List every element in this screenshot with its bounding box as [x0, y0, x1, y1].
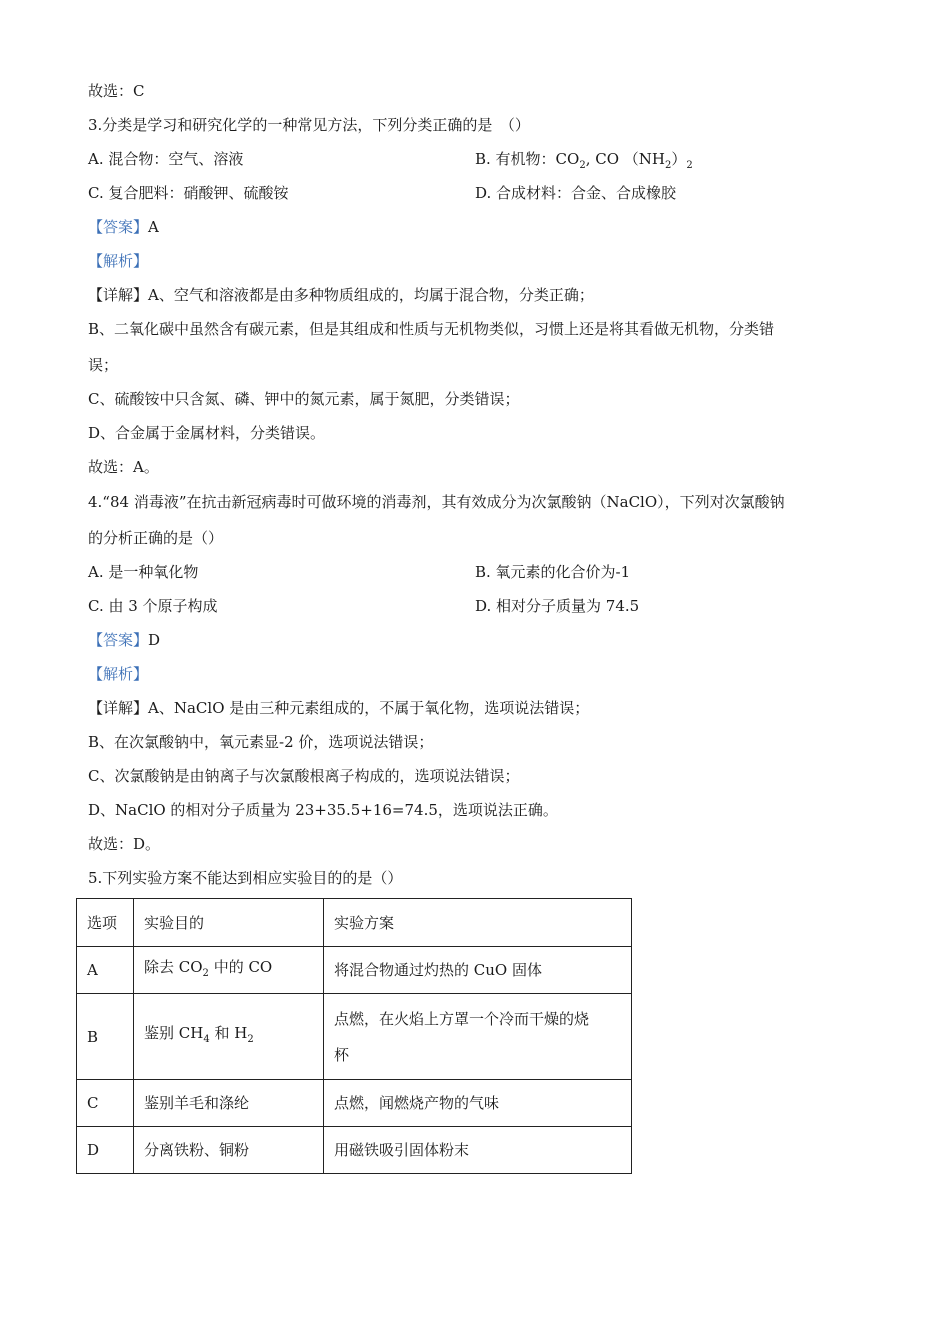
header-plan: 实验方案: [324, 899, 632, 947]
row-plan: 点燃，闻燃烧产物的气味: [324, 1080, 632, 1127]
experiment-table: [76, 898, 632, 1174]
q4-answer: 【答案】D: [88, 631, 161, 649]
q3-detail-3: C、硫酸铵中只含氮、磷、钾中的氮元素，属于氮肥，分类错误；: [88, 390, 520, 408]
q4-stem-2: 的分析正确的是（）: [88, 529, 224, 547]
row-purpose: 分离铁粉、铜粉: [134, 1127, 324, 1174]
q3-detail-2: B、二氧化碳中虽然含有碳元素，但是其组成和性质与无机物类似，习惯上还是将其看做无机物，分类错: [88, 320, 775, 338]
table-row: [77, 1080, 632, 1127]
q3-option-b: B. 有机物：$CO_2$, CO $(NH_2)_2$: [475, 150, 693, 171]
q3-detail-4: D、合金属于金属材料，分类错误。: [88, 424, 326, 442]
table-row: [77, 947, 632, 994]
row-option: A: [77, 947, 134, 994]
q4-analysis-tag: 【解析】: [88, 665, 149, 683]
q3-stem: 3.分类是学习和研究化学的一种常见方法，下列分类正确的是 （）: [88, 116, 530, 134]
q4-stem-1: 4.“84 消毒液”在抗击新冠病毒时可做环境的消毒剂，其有效成分为次氯酸钠（NaClO），下列对次氯酸钠: [88, 493, 785, 511]
q3-answer: 【答案】A: [88, 218, 159, 236]
q4-option-b: B. 氧元素的化合价为-1: [475, 563, 631, 581]
q4-option-d: D. 相对分子质量为 74.5: [475, 597, 640, 615]
q3-option-c: C. 复合肥料：硝酸钾、硫酸铵: [88, 184, 289, 202]
q4-detail-3: C、次氯酸钠是由钠离子与次氯酸根离子构成的，选项说法错误；: [88, 767, 520, 785]
q2-conclusion: 故选：C: [88, 82, 145, 100]
row-plan: 点燃，在火焰上方罩一个冷而干燥的烧 杯: [324, 994, 632, 1080]
q4-detail-2: B、在次氯酸钠中，氧元素显-2 价，选项说法错误；: [88, 733, 434, 751]
q3-option-d: D. 合成材料：合金、合成橡胶: [475, 184, 677, 202]
q3-detail-2-cont: 误；: [88, 356, 119, 374]
q4-option-a: A. 是一种氧化物: [88, 563, 199, 581]
header-purpose: 实验目的: [134, 899, 324, 947]
q3-option-a: A. 混合物：空气、溶液: [88, 150, 244, 168]
q4-detail-4: D、NaClO 的相对分子质量为 23+35.5+16=74.5，选项说法正确。: [88, 801, 558, 819]
table-header-row: [77, 899, 632, 947]
table-row: [77, 994, 632, 1080]
row-purpose: 除去 $CO_2$ 中的 CO: [134, 947, 324, 994]
row-option: B: [77, 994, 134, 1080]
row-option: D: [77, 1127, 134, 1174]
row-option: C: [77, 1080, 134, 1127]
q4-option-c: C. 由 3 个原子构成: [88, 597, 218, 615]
row-plan: 用磁铁吸引固体粉末: [324, 1127, 632, 1174]
row-purpose: 鉴别 $CH_4$ 和 $H_2$: [134, 994, 324, 1080]
q4-detail-1: 【详解】A、NaClO 是由三种元素组成的，不属于氧化物，选项说法错误；: [88, 699, 590, 717]
q3-analysis-tag: 【解析】: [88, 252, 149, 270]
q4-conclusion: 故选：D。: [88, 835, 161, 853]
header-option: 选项: [77, 899, 134, 947]
row-plan: 将混合物通过灼热的 CuO 固体: [324, 947, 632, 994]
q3-conclusion: 故选：A。: [88, 458, 159, 476]
table-row: [77, 1127, 632, 1174]
q5-stem: 5.下列实验方案不能达到相应实验目的的是（）: [88, 869, 403, 887]
row-purpose: 鉴别羊毛和涤纶: [134, 1080, 324, 1127]
q3-detail-1: 【详解】A、空气和溶液都是由多种物质组成的，均属于混合物，分类正确；: [88, 286, 594, 304]
